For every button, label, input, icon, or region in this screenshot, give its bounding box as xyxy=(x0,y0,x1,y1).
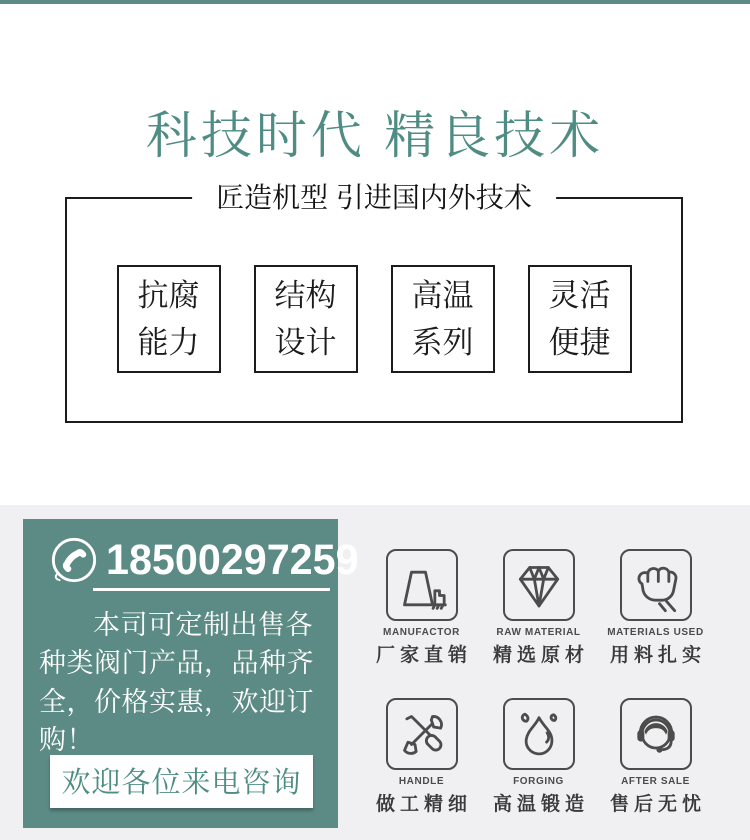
page-title: 科技时代 精良技术 xyxy=(145,107,605,164)
badge-label-en: FORGING xyxy=(513,776,564,787)
frame-subtitle: 匠造机型 引进国内外技术 xyxy=(192,179,556,217)
feature-line: 系列 xyxy=(411,325,474,360)
fist-icon xyxy=(620,549,692,621)
badge-handle xyxy=(363,698,480,816)
badge-manufacturer xyxy=(363,549,480,667)
badge-label-zh: 高温锻造 xyxy=(492,794,589,815)
flame-icon xyxy=(503,698,575,770)
feature-line: 便捷 xyxy=(548,325,611,360)
badge-after-sale xyxy=(597,698,714,816)
phone-icon xyxy=(49,535,99,585)
badge-label-zh: 做工精细 xyxy=(375,794,472,815)
phone-row xyxy=(23,519,359,585)
badge-label-en: AFTER SALE xyxy=(621,776,690,787)
diamond-icon xyxy=(503,549,575,621)
factory-icon xyxy=(386,549,458,621)
badge-label-zh: 厂家直销 xyxy=(375,645,472,666)
feature-frame xyxy=(65,182,683,423)
contact-card xyxy=(23,519,359,828)
feature-line: 结构 xyxy=(274,277,337,313)
feature-box-flexible xyxy=(528,265,632,373)
badges-grid xyxy=(363,549,714,816)
phone-underline xyxy=(93,588,330,591)
badge-label-en: MANUFACTOR xyxy=(383,627,460,638)
feature-line: 灵活 xyxy=(548,277,611,313)
headset-icon xyxy=(620,698,692,770)
phone-number: 18500297259 xyxy=(106,535,359,584)
badge-label-zh: 用料扎实 xyxy=(609,645,706,666)
feature-line: 高温 xyxy=(411,277,474,313)
badge-raw-material xyxy=(480,549,597,667)
tools-icon xyxy=(386,698,458,770)
badge-label-en: HANDLE xyxy=(398,776,445,787)
feature-box-high-temp xyxy=(391,265,495,373)
top-accent-strip xyxy=(0,0,750,4)
feature-row xyxy=(67,265,681,373)
badge-label-en: RAW MATERIAL xyxy=(496,627,581,638)
badge-materials-used xyxy=(597,549,714,667)
badge-label-zh: 精选原材 xyxy=(492,645,589,666)
feature-line: 设计 xyxy=(274,325,337,360)
cta-call-button[interactable]: 欢迎各位来电咨询 xyxy=(50,755,313,808)
badge-label-zh: 售后无忧 xyxy=(609,794,706,815)
feature-line: 抗腐 xyxy=(137,277,200,313)
bottom-section xyxy=(0,505,750,840)
badge-label-en: MATERIALS USED xyxy=(607,627,704,638)
feature-box-structure xyxy=(254,265,358,373)
feature-line: 能力 xyxy=(137,325,200,360)
feature-box-corrosion xyxy=(117,265,221,373)
contact-description: 本司可定制出售各种类阀门产品，品种齐全，价格实惠，欢迎订购！ xyxy=(39,610,314,755)
badge-forging xyxy=(480,698,597,816)
